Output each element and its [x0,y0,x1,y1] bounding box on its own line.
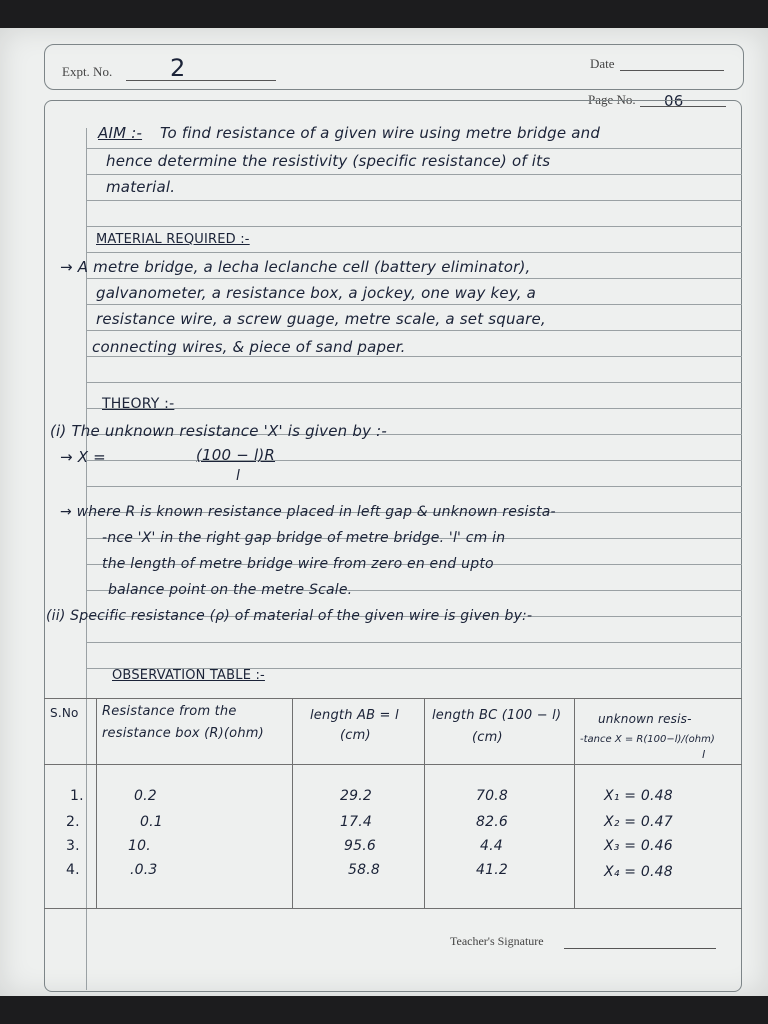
col-header-sno: S.No [50,706,79,720]
where-line-1: → where R is known resistance placed in left gap & unknown resista- [60,504,556,520]
col-header-x-1: unknown resis- [598,712,692,726]
formula-lhs: → X = [60,448,106,466]
row-bc: 4.4 [480,838,503,854]
row-bc: 41.2 [476,862,508,878]
material-heading: MATERIAL REQUIRED :- [96,232,250,247]
material-line-4: connecting wires, & piece of sand paper. [92,338,406,356]
aim-heading: AIM :- [98,124,143,142]
col-header-r-2: resistance box (R)(ohm) [102,726,264,741]
row-r: 10. [128,838,151,854]
row-x: X₂ = 0.47 [604,814,673,830]
teacher-signature-label: Teacher's Signature [450,934,544,948]
where-line-4: balance point on the metre Scale. [108,582,353,598]
where-line-2: -nce 'X' in the right gap bridge of metre bridge. 'l' cm in [102,530,506,546]
date-label: Date [590,56,615,71]
page-label: Page No. [588,92,636,107]
material-line-3: resistance wire, a screw guage, metre scale, a set square, [96,310,546,328]
row-sno: 3. [66,838,80,854]
row-sno: 4. [66,862,80,878]
row-x: X₃ = 0.46 [604,838,673,854]
row-ab: 17.4 [340,814,372,830]
col-header-x-3: l [702,748,706,761]
aim-line-2: hence determine the resistivity (specific resistance) of its [106,152,551,170]
expt-number: 2 [170,54,186,82]
notebook-page [0,28,768,996]
col-header-x-2: -tance X = R(100−l)/(ohm) [580,734,715,745]
row-sno: 1. [70,788,84,804]
row-bc: 82.6 [476,814,508,830]
row-sno: 2. [66,814,80,830]
expt-label: Expt. No. [62,64,113,79]
observation-heading: OBSERVATION TABLE :- [112,668,265,683]
col-header-bc-1: length BC (100 − l) [432,708,562,723]
col-header-r-1: Resistance from the [102,704,237,719]
row-r: .0.3 [130,862,158,878]
where-line-3: the length of metre bridge wire from zero en end upto [102,556,494,572]
row-x: X₁ = 0.48 [604,788,673,804]
header-box [44,44,744,90]
row-r: 0.2 [134,788,157,804]
formula-denominator: l [236,468,241,484]
aim-line-3: material. [106,178,176,196]
row-ab: 58.8 [348,862,380,878]
theory-heading: THEORY :- [102,396,175,412]
row-ab: 29.2 [340,788,372,804]
col-header-bc-2: (cm) [472,730,503,745]
theory-point-2: (ii) Specific resistance (ρ) of material of the given wire is given by:- [46,608,533,624]
row-ab: 95.6 [344,838,376,854]
row-r: 0.1 [140,814,163,830]
aim-line-1: To find resistance of a given wire using metre bridge and [160,124,601,142]
page-number: 06 [664,92,684,110]
col-header-ab-1: length AB = l [310,708,399,723]
material-line-2: galvanometer, a resistance box, a jockey, one way key, a [96,284,537,302]
row-bc: 70.8 [476,788,508,804]
formula-numerator: (100 − l)R [196,446,276,464]
col-header-ab-2: (cm) [340,728,371,743]
signature-line [564,948,716,949]
material-line-1: → A metre bridge, a lecha leclanche cell (battery eliminator), [60,258,531,276]
row-x: X₄ = 0.48 [604,864,673,880]
theory-point-1: (i) The unknown resistance 'X' is given by :- [50,422,387,440]
